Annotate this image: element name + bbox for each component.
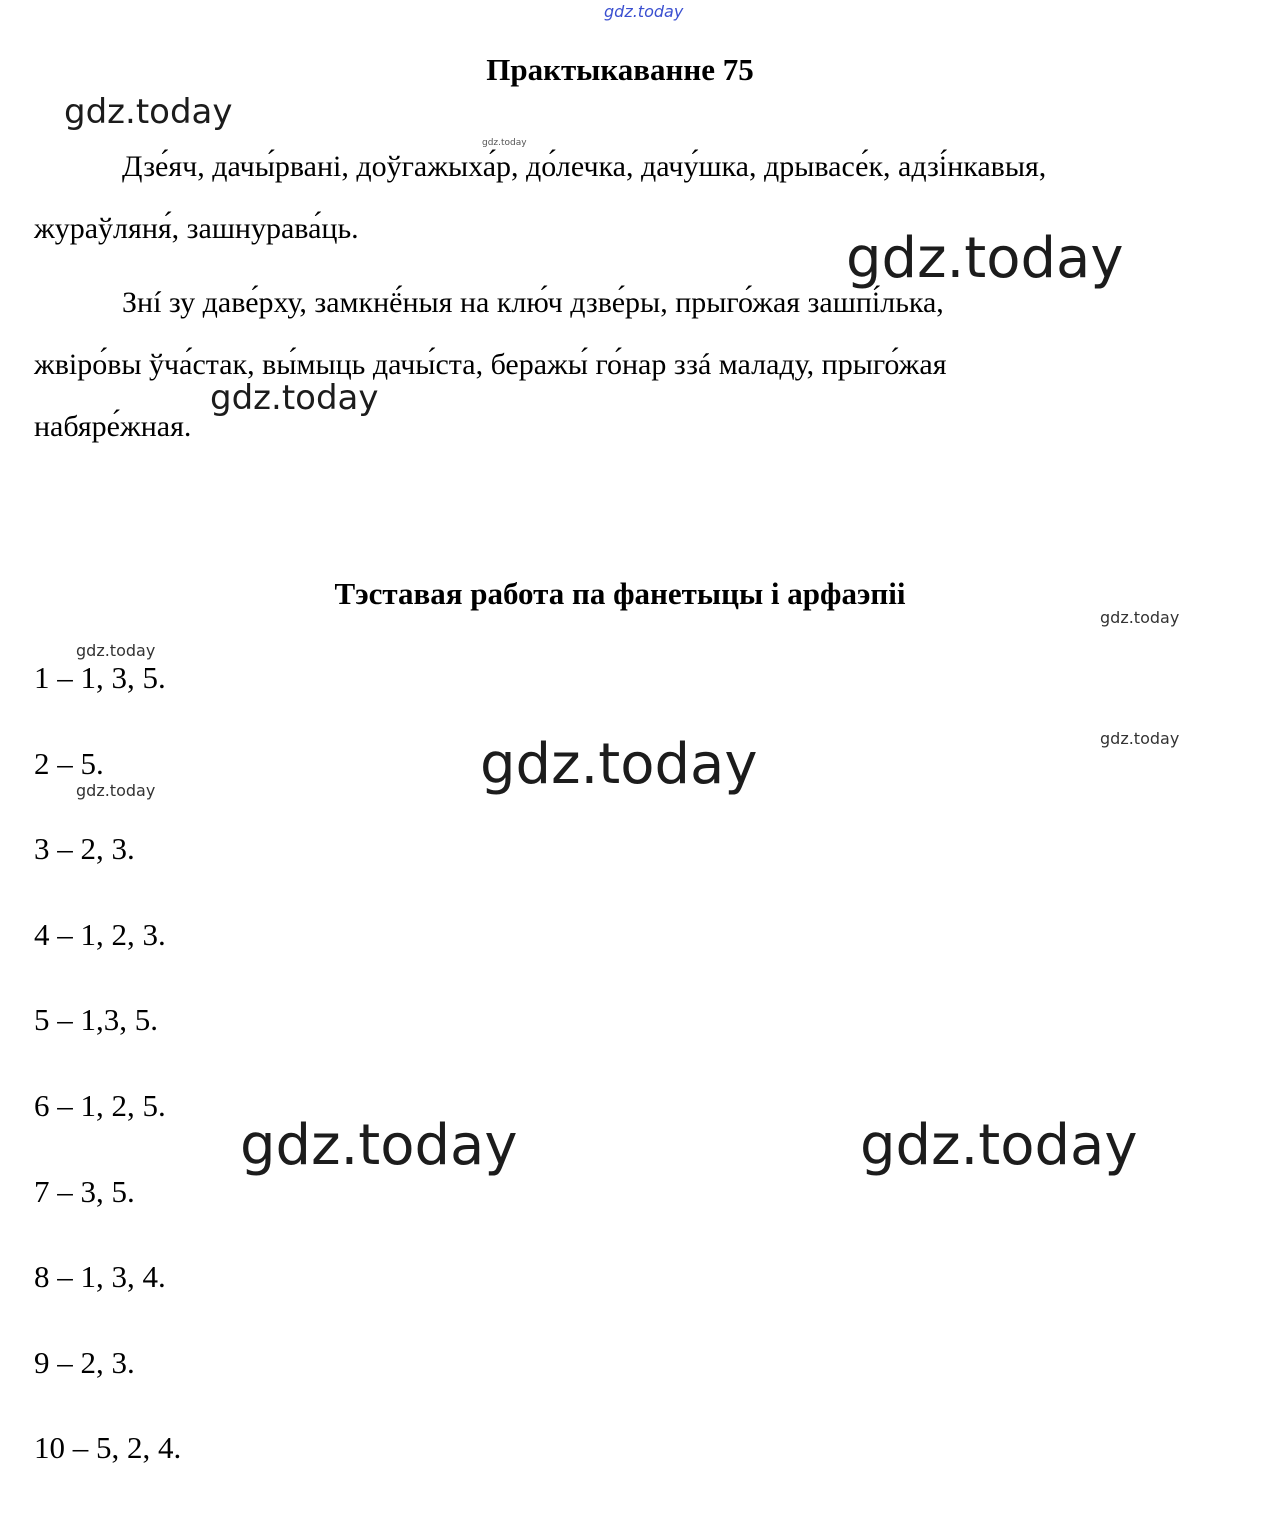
exercise-heading: Практыкаванне 75 <box>486 52 754 87</box>
test-heading: Тэставая работа па фанетыцы і арфаэпіі <box>334 576 906 611</box>
paragraph-1-line-2: жураўляня́, зашнурава́ць. <box>34 212 359 245</box>
watermark: gdz.today <box>1100 608 1180 627</box>
paragraph-2-line-1: Знí зу даве́рху, замкнё́ныя на клю́ч дзве́ры, прыго́жая зашпі́лька, <box>122 286 944 319</box>
watermark: gdz.today <box>64 92 233 132</box>
answer-item: 3 – 2, 3. <box>34 831 135 867</box>
watermark: gdz.today <box>480 732 758 797</box>
watermark: gdz.today <box>1100 729 1180 748</box>
paragraph-2-line-2: жвіро́вы ўча́стак, вы́мыць дачы́ста, беражы́ го́нар ззá маладу, прыго́жая <box>34 348 947 381</box>
answer-item: 8 – 1, 3, 4. <box>34 1259 166 1295</box>
answer-item: 1 – 1, 3, 5. <box>34 660 166 695</box>
paragraph-2-line-3: набяре́жная. <box>34 410 192 443</box>
answer-item: 7 – 3, 5. <box>34 1173 135 1209</box>
paragraph-2 <box>34 272 1234 458</box>
watermark: gdz.today <box>860 1113 1138 1178</box>
watermark-top: gdz.today <box>604 2 684 21</box>
answer-item: 4 – 1, 2, 3. <box>34 916 166 952</box>
watermark: gdz.today <box>240 1113 518 1178</box>
answer-item: 2 – 5. <box>34 745 104 781</box>
watermark: gdz.today <box>210 378 379 418</box>
answer-item: 6 – 1, 2, 5. <box>34 1087 166 1123</box>
paragraph-1-line-1: Дзе́яч, дачы́рвані, доўгажыха́р, до́лечка, дачу́шка, дрывасе́к, адзі́нкавыя, <box>122 150 1047 183</box>
watermark: gdz.today <box>76 641 156 660</box>
answer-item: 9 – 2, 3. <box>34 1344 135 1380</box>
answer-item: 10 – 5, 2, 4. <box>34 1430 182 1466</box>
watermark: gdz.today <box>482 138 527 148</box>
answer-item: 5 – 1,3, 5. <box>34 1002 158 1038</box>
watermark: gdz.today <box>76 781 156 800</box>
watermark: gdz.today <box>846 226 1124 291</box>
